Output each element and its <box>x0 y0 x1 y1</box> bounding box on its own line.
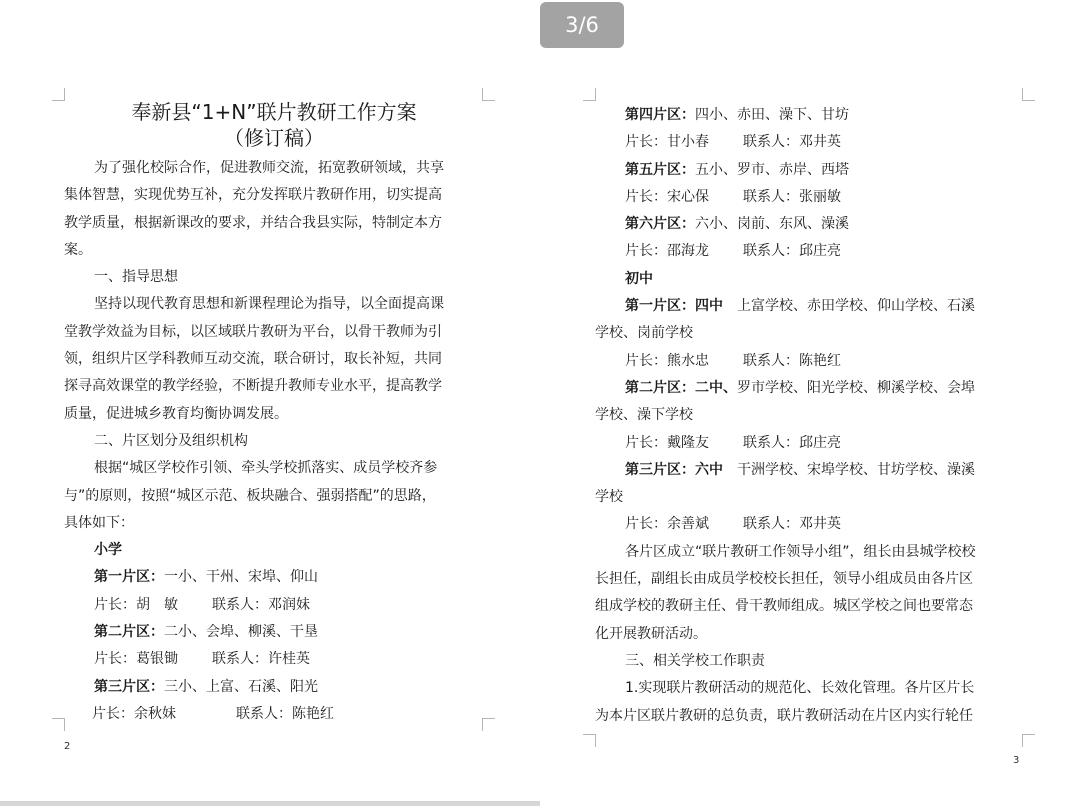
zone-contact: 联系人：张丽敏 <box>743 188 841 205</box>
paragraph-line: 与”的原则，按照“城区示范、板块融合、强弱搭配”的思路， <box>64 487 436 504</box>
page-number: 2 <box>64 741 71 752</box>
zone-line <box>64 564 484 591</box>
zone-leader-line <box>595 348 1025 375</box>
document-title: 奉新县“1+N”联片教研工作方案 <box>131 100 417 124</box>
zone-contact: 联系人：邱庄亮 <box>743 243 841 260</box>
zone-name: 第六片区： <box>625 216 695 233</box>
zone-leader: 片长：葛银锄 <box>94 651 178 668</box>
zone-leader: 片长：戴隆友 <box>625 434 709 451</box>
zone-contact: 联系人：邱庄亮 <box>743 434 841 451</box>
zone-leader-line <box>595 129 1025 156</box>
zone-schools: 四小、赤田、澡下、甘坊 <box>695 107 849 123</box>
zone-schools: 一小、干州、宋埠、仰山 <box>164 569 318 586</box>
crop-mark <box>583 88 596 101</box>
horizontal-scrollbar[interactable] <box>0 801 540 806</box>
zone-leader: 片长：余善斌 <box>625 516 709 533</box>
zone-line <box>64 674 484 701</box>
document-subtitle: （修订稿） <box>224 126 324 150</box>
zone-line <box>595 211 1025 238</box>
primary-school-label: 小学 <box>94 542 122 559</box>
paragraph-line: 案。 <box>64 241 92 258</box>
zone-name: 第三片区：六中 <box>625 461 723 478</box>
zone-schools: 六小、岗前、东风、澡溪 <box>695 216 849 233</box>
zone-contact: 联系人：许桂英 <box>212 651 310 668</box>
paragraph-line: 坚持以现代教育思想和新课程理论为指导，以全面提高课 <box>94 296 444 313</box>
crop-mark <box>1022 734 1035 747</box>
zone-line <box>595 457 1025 484</box>
zone-line <box>595 157 1025 184</box>
zone-contact: 联系人：邓润妹 <box>212 596 310 613</box>
zone-contact: 联系人：陈艳红 <box>743 352 841 369</box>
paragraph-line: 组成学校的教研主任、骨干教师组成。城区学校之间也要常态 <box>595 598 973 615</box>
zone-leader: 片长：宋心保 <box>625 188 709 205</box>
zone-name: 第二片区：二中、 <box>625 379 737 396</box>
paragraph-line: 领，组织片区学科教师互动交流，联合研讨，取长补短，共同 <box>64 351 442 368</box>
zone-line <box>595 375 1025 402</box>
zone-schools: 三小、上富、石溪、阳光 <box>164 678 318 695</box>
zone-schools: 二小、会埠、柳溪、干垦 <box>164 624 318 641</box>
crop-mark <box>1022 88 1035 101</box>
zone-schools-continued: 学校 <box>595 489 623 506</box>
section-heading: 三、相关学校工作职责 <box>625 652 765 669</box>
page-indicator: 3/6 <box>540 2 624 48</box>
zone-leader: 片长：甘小春 <box>625 134 709 151</box>
zone-name: 第五片区： <box>625 161 695 178</box>
paragraph-line: 具体如下： <box>64 514 134 531</box>
page-2-body <box>64 99 484 728</box>
zone-leader-line <box>595 184 1025 211</box>
zone-schools: 上富学校、赤田学校、仰山学校、石溪 <box>737 298 975 315</box>
page-3-body <box>595 102 1025 730</box>
paragraph-line: 化开展教研活动。 <box>595 625 707 642</box>
zone-name: 第二片区： <box>94 624 164 641</box>
paragraph-line: 集体智慧，实现优势互补，充分发挥联片教研作用，切实提高 <box>64 187 442 204</box>
middle-school-label: 初中 <box>625 270 653 287</box>
zone-line <box>64 619 484 646</box>
zone-contact: 联系人：邓井英 <box>743 134 841 151</box>
zone-leader-line <box>595 511 1025 538</box>
zone-name: 第一片区： <box>94 569 164 586</box>
zone-schools: 五小、罗市、赤岸、西塔 <box>695 161 849 178</box>
zone-line <box>595 293 1025 320</box>
zone-schools-continued: 学校、澡下学校 <box>595 407 693 424</box>
paragraph-line: 质量，促进城乡教育均衡协调发展。 <box>64 405 288 422</box>
zone-leader-line <box>64 646 484 673</box>
zone-leader-line <box>595 430 1025 457</box>
zone-contact: 联系人：邓井英 <box>743 516 841 533</box>
zone-contact: 联系人：陈艳红 <box>236 705 334 722</box>
zone-schools: 罗市学校、阳光学校、柳溪学校、会埠 <box>737 379 975 396</box>
zone-leader: 片长：胡 敏 <box>94 596 178 613</box>
paragraph-line: 根据“城区学校作引领、牵头学校抓落实、成员学校齐参 <box>94 460 438 477</box>
section-heading: 二、片区划分及组织机构 <box>94 432 248 449</box>
paragraph-line: 为本片区联片教研的总负责，联片教研活动在片区内实行轮任 <box>595 707 973 724</box>
page-number: 3 <box>1013 755 1020 766</box>
paragraph-line: 各片区成立“联片教研工作领导小组”，组长由县城学校校 <box>625 543 976 560</box>
zone-leader: 片长：熊水忠 <box>625 352 709 369</box>
zone-leader-line <box>595 238 1025 265</box>
zone-leader: 片长：余秋妹 <box>92 705 176 722</box>
paragraph-line: 堂教学效益为目标，以区域联片教研为平台，以骨干教师为引 <box>64 323 442 340</box>
zone-name: 第三片区： <box>94 678 164 695</box>
paragraph-line: 教学质量，根据新课改的要求，并结合我县实际，特制定本方 <box>64 214 442 231</box>
paragraph-line: 长担任，副组长由成员学校校长担任，领导小组成员由各片区 <box>595 571 973 588</box>
paragraph-line: 为了强化校际合作，促进教师交流，拓宽教研领域，共享 <box>94 160 444 176</box>
zone-schools: 干洲学校、宋埠学校、甘坊学校、澡溪 <box>737 461 975 478</box>
section-heading: 一、指导思想 <box>94 269 178 286</box>
zone-line <box>595 102 1025 129</box>
zone-schools-continued: 学校、岗前学校 <box>595 325 693 342</box>
zone-name: 第四片区： <box>625 107 695 123</box>
zone-leader-line <box>64 592 484 619</box>
zone-leader-line <box>64 701 484 728</box>
paragraph-line: 1.实现联片教研活动的规范化、长效化管理。各片区片长 <box>625 680 975 697</box>
crop-mark <box>583 734 596 747</box>
paragraph-line: 探寻高效课堂的教学经验，不断提升教师专业水平，提高教学 <box>64 378 442 395</box>
zone-leader: 片长：邵海龙 <box>625 243 709 260</box>
zone-name: 第一片区：四中 <box>625 298 723 315</box>
